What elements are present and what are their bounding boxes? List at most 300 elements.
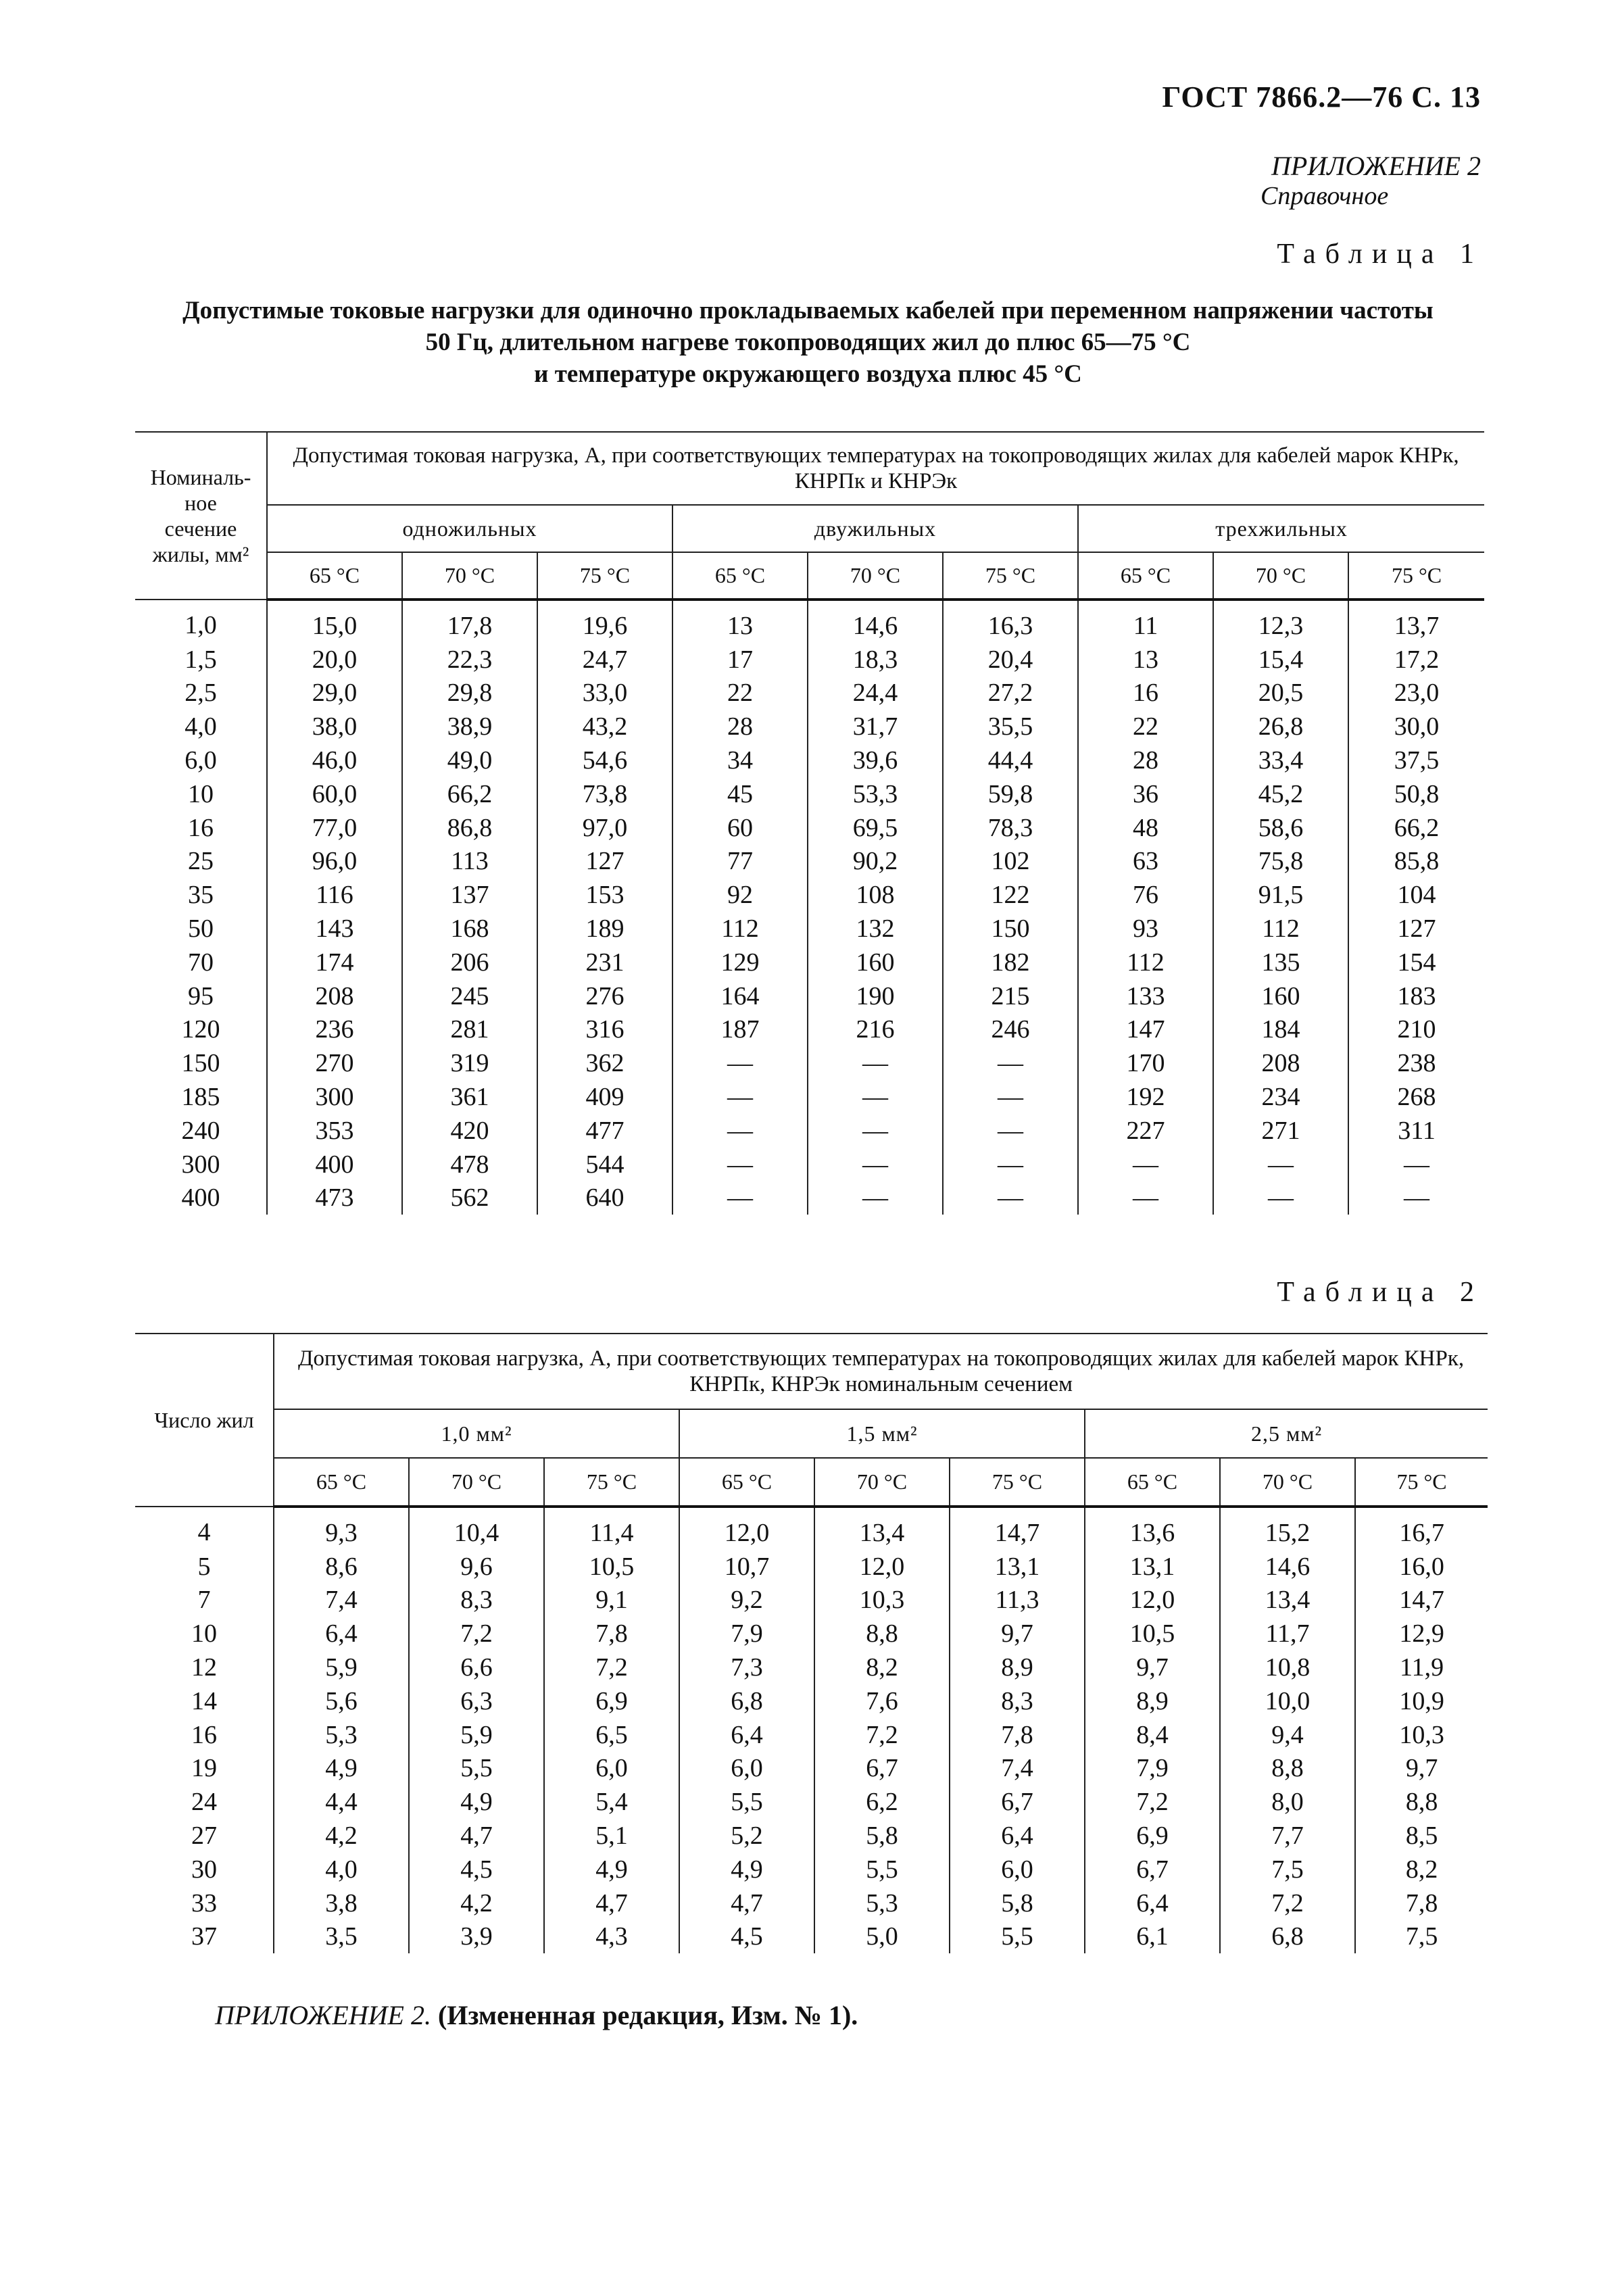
value-cell: 45,2 <box>1213 777 1348 811</box>
value-cell: 13,4 <box>814 1507 950 1550</box>
value-cell: 5,3 <box>814 1886 950 1920</box>
value-cell: 23,0 <box>1394 679 1440 708</box>
caption-line: 50 Гц, длительном нагреве токопроводящих жил до плюс 65—75 °С <box>425 328 1191 356</box>
appendix-kind: Справочное <box>1260 182 1389 210</box>
value-cell: 6,4 <box>679 1718 814 1752</box>
row-header-cell: 10 <box>135 1617 274 1651</box>
value-cell: 4,2 <box>274 1819 409 1853</box>
table-2-stub-header: Число жил <box>135 1334 274 1507</box>
table-row <box>135 1080 1484 1114</box>
value-cell: 183 <box>1397 981 1436 1010</box>
value-cell: 7,2 <box>409 1617 544 1651</box>
value-cell: 11 <box>1078 600 1213 643</box>
value-cell: 160 <box>1213 979 1348 1013</box>
value-cell: 13,6 <box>1085 1507 1220 1550</box>
table-2 <box>135 1333 1488 1953</box>
value-cell: — <box>672 1046 808 1080</box>
value-cell: 8,6 <box>274 1550 409 1584</box>
value-cell: 3,9 <box>409 1920 544 1954</box>
value-cell: 7,7 <box>1220 1819 1355 1853</box>
value-cell: 29,8 <box>402 677 537 710</box>
value-cell: 104 <box>1397 881 1436 910</box>
value-cell: 362 <box>537 1046 672 1080</box>
value-cell: 44,4 <box>943 743 1078 777</box>
value-cell: 4,9 <box>274 1752 409 1786</box>
table-row <box>135 600 1484 643</box>
value-cell: 34 <box>672 743 808 777</box>
value-cell: 6,0 <box>544 1752 679 1786</box>
value-cell: 5,0 <box>814 1920 950 1954</box>
value-cell: 190 <box>808 979 943 1013</box>
value-cell: 76 <box>1078 878 1213 912</box>
value-cell: 18,3 <box>808 643 943 677</box>
value-cell: 12,3 <box>1213 600 1348 643</box>
row-header-cell: 30 <box>135 1853 274 1886</box>
value-cell: 13 <box>1078 643 1213 677</box>
value-cell: 85,8 <box>1394 847 1440 876</box>
table-2-body <box>135 1507 1488 1953</box>
temp-header: 65 °С <box>672 552 808 600</box>
table-row <box>135 1684 1488 1718</box>
value-cell: 66,2 <box>1394 813 1440 842</box>
value-cell: — <box>808 1114 943 1148</box>
value-cell: 77,0 <box>267 811 402 845</box>
row-header-cell: 16 <box>135 1718 274 1752</box>
value-cell: 473 <box>267 1181 402 1215</box>
value-cell: 4,0 <box>274 1853 409 1886</box>
row-header-cell: 33 <box>135 1886 274 1920</box>
value-cell: 4,4 <box>274 1785 409 1819</box>
value-cell: 13 <box>672 600 808 643</box>
value-cell: 53,3 <box>808 777 943 811</box>
value-cell: 10,4 <box>409 1507 544 1550</box>
value-cell: 26,8 <box>1213 710 1348 743</box>
value-cell: 46,0 <box>267 743 402 777</box>
value-cell: 66,2 <box>402 777 537 811</box>
value-cell: 6,5 <box>544 1718 679 1752</box>
value-cell: 8,5 <box>1405 1822 1438 1851</box>
group-header: двужильных <box>672 505 1078 552</box>
table-1-caption <box>0 295 1616 390</box>
value-cell: 39,6 <box>808 743 943 777</box>
value-cell: 14,7 <box>1399 1586 1444 1615</box>
value-cell: 562 <box>402 1181 537 1215</box>
value-cell: 5,5 <box>814 1853 950 1886</box>
table-2-main-header: Допустимая токовая нагрузка, А, при соответствующих температурах на токопроводящих жилах для кабелей марок КНРк, КНРПк, КНРЭк номинальным сечением <box>274 1334 1488 1409</box>
value-cell: 206 <box>402 946 537 979</box>
temp-header: 70 °С <box>1220 1458 1355 1507</box>
value-cell: 8,0 <box>1220 1785 1355 1819</box>
row-header-cell: 4,0 <box>135 710 267 743</box>
value-cell: 137 <box>402 878 537 912</box>
value-cell: 11,9 <box>1400 1653 1444 1682</box>
value-cell: 160 <box>808 946 943 979</box>
value-cell: — <box>1213 1181 1348 1215</box>
value-cell: 10,7 <box>679 1550 814 1584</box>
value-cell: 8,9 <box>950 1651 1085 1684</box>
value-cell: 6,4 <box>950 1819 1085 1853</box>
temp-header: 70 °С <box>1213 552 1348 600</box>
value-cell: 7,2 <box>814 1718 950 1752</box>
table-row <box>135 1651 1488 1684</box>
value-cell: 238 <box>1397 1049 1436 1078</box>
value-cell: 170 <box>1078 1046 1213 1080</box>
value-cell: 20,5 <box>1213 677 1348 710</box>
footnote <box>215 1999 858 2031</box>
row-header-cell: 6,0 <box>135 743 267 777</box>
value-cell: 6,8 <box>679 1684 814 1718</box>
value-cell: 478 <box>402 1148 537 1181</box>
value-cell: — <box>672 1080 808 1114</box>
value-cell: 15,0 <box>267 600 402 643</box>
value-cell: 5,5 <box>950 1920 1085 1954</box>
value-cell: — <box>808 1046 943 1080</box>
value-cell: 8,3 <box>409 1584 544 1617</box>
table-row <box>135 1785 1488 1819</box>
table-row <box>135 1114 1484 1148</box>
row-header-cell: 16 <box>135 811 267 845</box>
table-row <box>135 1507 1488 1550</box>
value-cell: 270 <box>267 1046 402 1080</box>
value-cell: 5,6 <box>274 1684 409 1718</box>
value-cell: — <box>808 1148 943 1181</box>
row-header-cell: 50 <box>135 912 267 946</box>
value-cell: 187 <box>672 1013 808 1047</box>
value-cell: 122 <box>943 878 1078 912</box>
value-cell: 11,4 <box>544 1507 679 1550</box>
value-cell: 6,7 <box>950 1785 1085 1819</box>
footnote-appendix-ref: ПРИЛОЖЕНИЕ 2. <box>215 2000 431 2030</box>
temp-header: 75 °С <box>943 552 1078 600</box>
value-cell: 10,3 <box>814 1584 950 1617</box>
group-header: трехжильных <box>1078 505 1484 552</box>
value-cell: 60 <box>672 811 808 845</box>
value-cell: 9,7 <box>950 1617 1085 1651</box>
value-cell: 112 <box>1078 946 1213 979</box>
row-header-cell: 25 <box>135 845 267 879</box>
value-cell: — <box>943 1046 1078 1080</box>
value-cell: 19,6 <box>537 600 672 643</box>
value-cell: — <box>672 1181 808 1215</box>
value-cell: 236 <box>267 1013 402 1047</box>
row-header-cell: 27 <box>135 1819 274 1853</box>
value-cell: 93 <box>1078 912 1213 946</box>
value-cell: 4,9 <box>409 1785 544 1819</box>
table-row <box>135 1550 1488 1584</box>
value-cell: 361 <box>402 1080 537 1114</box>
row-header-cell: 19 <box>135 1752 274 1786</box>
row-header-cell: 5 <box>135 1550 274 1584</box>
value-cell: 113 <box>402 845 537 879</box>
value-cell: 4,7 <box>679 1886 814 1920</box>
value-cell: 38,0 <box>267 710 402 743</box>
value-cell: 17,2 <box>1394 645 1440 674</box>
value-cell: 12,0 <box>679 1507 814 1550</box>
value-cell: 6,3 <box>409 1684 544 1718</box>
value-cell: 9,4 <box>1220 1718 1355 1752</box>
temp-header: 75 °С <box>950 1458 1085 1507</box>
value-cell: 24,4 <box>808 677 943 710</box>
value-cell: 20,0 <box>267 643 402 677</box>
value-cell: 246 <box>943 1013 1078 1047</box>
value-cell: 16,3 <box>943 600 1078 643</box>
group-header: 2,5 мм² <box>1085 1409 1488 1458</box>
value-cell: 49,0 <box>402 743 537 777</box>
value-cell: 143 <box>267 912 402 946</box>
value-cell: 8,4 <box>1085 1718 1220 1752</box>
value-cell: 14,7 <box>950 1507 1085 1550</box>
value-cell: 45 <box>672 777 808 811</box>
value-cell: 9,3 <box>274 1507 409 1550</box>
value-cell: 24,7 <box>537 643 672 677</box>
value-cell: 234 <box>1213 1080 1348 1114</box>
row-header-cell: 120 <box>135 1013 267 1047</box>
value-cell: 6,0 <box>679 1752 814 1786</box>
value-cell: — <box>808 1181 943 1215</box>
table-row <box>135 643 1484 677</box>
table-row <box>135 1584 1488 1617</box>
table-row <box>135 1920 1488 1954</box>
value-cell: 6,4 <box>274 1617 409 1651</box>
table-row <box>135 1046 1484 1080</box>
table-row <box>135 1148 1484 1181</box>
row-header-cell: 4 <box>135 1507 274 1550</box>
value-cell: 16,7 <box>1399 1518 1444 1547</box>
value-cell: 33,0 <box>537 677 672 710</box>
value-cell: 7,9 <box>1085 1752 1220 1786</box>
value-cell: 60,0 <box>267 777 402 811</box>
value-cell: 3,8 <box>274 1886 409 1920</box>
value-cell: 4,7 <box>544 1886 679 1920</box>
table-1 <box>135 431 1484 1215</box>
value-cell: 96,0 <box>267 845 402 879</box>
temp-header: 75 °С <box>537 552 672 600</box>
value-cell: 27,2 <box>943 677 1078 710</box>
value-cell: 63 <box>1078 845 1213 879</box>
value-cell: 16,0 <box>1399 1552 1444 1581</box>
value-cell: 28 <box>1078 743 1213 777</box>
value-cell: 4,2 <box>409 1886 544 1920</box>
table-1-main-header: Допустимая токовая нагрузка, А, при соответствующих температурах на токопроводящих жилах для кабелей марок КНРк, КНРПк и КНРЭк <box>267 432 1484 505</box>
value-cell: 300 <box>267 1080 402 1114</box>
group-header: 1,5 мм² <box>679 1409 1085 1458</box>
value-cell: 127 <box>537 845 672 879</box>
value-cell: 10,9 <box>1399 1686 1444 1715</box>
table-1-stub-header <box>135 432 267 600</box>
value-cell: 5,1 <box>544 1819 679 1853</box>
value-cell: 4,9 <box>544 1853 679 1886</box>
value-cell: 36 <box>1078 777 1213 811</box>
value-cell: 5,4 <box>544 1785 679 1819</box>
value-cell: 5,3 <box>274 1718 409 1752</box>
value-cell: 189 <box>537 912 672 946</box>
value-cell: 6,7 <box>1085 1853 1220 1886</box>
value-cell: 14,6 <box>808 600 943 643</box>
value-cell: 7,2 <box>1220 1886 1355 1920</box>
value-cell: 38,9 <box>402 710 537 743</box>
value-cell: 33,4 <box>1213 743 1348 777</box>
value-cell: 208 <box>1213 1046 1348 1080</box>
value-cell: 215 <box>943 979 1078 1013</box>
value-cell: 5,5 <box>409 1752 544 1786</box>
temp-header: 70 °С <box>814 1458 950 1507</box>
value-cell: 91,5 <box>1213 878 1348 912</box>
table-row <box>135 1181 1484 1215</box>
table-row <box>135 1819 1488 1853</box>
value-cell: 8,8 <box>814 1617 950 1651</box>
value-cell: 14,6 <box>1220 1550 1355 1584</box>
value-cell: 6,9 <box>1085 1819 1220 1853</box>
value-cell: 28 <box>672 710 808 743</box>
value-cell: 12,0 <box>1085 1584 1220 1617</box>
row-header-cell: 1,0 <box>135 600 267 643</box>
value-cell: 15,2 <box>1220 1507 1355 1550</box>
value-cell: 271 <box>1213 1114 1348 1148</box>
value-cell: 9,7 <box>1085 1651 1220 1684</box>
row-header-cell: 185 <box>135 1080 267 1114</box>
page-header: ГОСТ 7866.2—76 С. 13 <box>1162 80 1481 114</box>
value-cell: — <box>943 1080 1078 1114</box>
value-cell: 7,2 <box>1085 1785 1220 1819</box>
row-header-cell: 14 <box>135 1684 274 1718</box>
group-header: одножильных <box>267 505 672 552</box>
value-cell: 54,6 <box>537 743 672 777</box>
row-header-cell: 2,5 <box>135 677 267 710</box>
value-cell: 231 <box>537 946 672 979</box>
temp-header: 65 °С <box>274 1458 409 1507</box>
value-cell: — <box>672 1114 808 1148</box>
value-cell: 112 <box>672 912 808 946</box>
table-row <box>135 912 1484 946</box>
temp-header: 65 °С <box>679 1458 814 1507</box>
value-cell: 154 <box>1397 948 1436 977</box>
value-cell: 4,3 <box>544 1920 679 1954</box>
value-cell: 268 <box>1397 1083 1436 1112</box>
stub-header-text: Номиналь- ное сечение жилы, мм² <box>150 465 251 566</box>
row-header-cell: 300 <box>135 1148 267 1181</box>
value-cell: 31,7 <box>808 710 943 743</box>
value-cell: 4,7 <box>409 1819 544 1853</box>
value-cell: — <box>943 1181 1078 1215</box>
row-header-cell: 10 <box>135 777 267 811</box>
table-row <box>135 677 1484 710</box>
value-cell: 35,5 <box>943 710 1078 743</box>
temp-header: 65 °С <box>267 552 402 600</box>
value-cell: 8,3 <box>950 1684 1085 1718</box>
value-cell: 8,2 <box>1405 1855 1438 1884</box>
value-cell: — <box>1078 1181 1213 1215</box>
value-cell: 7,5 <box>1405 1922 1438 1951</box>
appendix-title: ПРИЛОЖЕНИЕ 2 <box>1271 151 1481 181</box>
value-cell: 316 <box>537 1013 672 1047</box>
value-cell: 400 <box>267 1148 402 1181</box>
table-row <box>135 1886 1488 1920</box>
value-cell: — <box>943 1114 1078 1148</box>
value-cell: 319 <box>402 1046 537 1080</box>
value-cell: 9,1 <box>544 1584 679 1617</box>
value-cell: 13,1 <box>1085 1550 1220 1584</box>
temp-header: 70 °С <box>808 552 943 600</box>
value-cell: 11,3 <box>950 1584 1085 1617</box>
value-cell: — <box>1078 1148 1213 1181</box>
value-cell: 7,4 <box>274 1584 409 1617</box>
value-cell: 9,2 <box>679 1584 814 1617</box>
value-cell: — <box>672 1148 808 1181</box>
value-cell: 8,8 <box>1220 1752 1355 1786</box>
value-cell: 8,9 <box>1085 1684 1220 1718</box>
value-cell: 77 <box>672 845 808 879</box>
value-cell: 6,4 <box>1085 1886 1220 1920</box>
caption-line: и температуре окружающего воздуха плюс 45 °С <box>534 360 1082 388</box>
value-cell: 208 <box>267 979 402 1013</box>
value-cell: 281 <box>402 1013 537 1047</box>
value-cell: 73,8 <box>537 777 672 811</box>
table-row <box>135 1853 1488 1886</box>
value-cell: 3,5 <box>274 1920 409 1954</box>
row-header-cell: 1,5 <box>135 643 267 677</box>
table-row <box>135 743 1484 777</box>
value-cell: 48 <box>1078 811 1213 845</box>
value-cell: 12,9 <box>1399 1619 1444 1648</box>
value-cell: 11,7 <box>1220 1617 1355 1651</box>
value-cell: 29,0 <box>267 677 402 710</box>
value-cell: 127 <box>1397 914 1436 944</box>
temp-header: 65 °С <box>1085 1458 1220 1507</box>
value-cell: 13,7 <box>1394 611 1440 640</box>
value-cell: 409 <box>537 1080 672 1114</box>
temp-header: 70 °С <box>402 552 537 600</box>
table-2-label: Таблица 2 <box>1277 1277 1484 1308</box>
value-cell: 216 <box>808 1013 943 1047</box>
value-cell: 90,2 <box>808 845 943 879</box>
value-cell: 97,0 <box>537 811 672 845</box>
value-cell: 245 <box>402 979 537 1013</box>
value-cell: 7,2 <box>544 1651 679 1684</box>
table-row <box>135 710 1484 743</box>
value-cell: 5,5 <box>679 1785 814 1819</box>
value-cell: 5,9 <box>409 1718 544 1752</box>
value-cell: 7,9 <box>679 1617 814 1651</box>
value-cell: 150 <box>943 912 1078 946</box>
value-cell: 6,7 <box>814 1752 950 1786</box>
value-cell: 9,7 <box>1405 1754 1438 1783</box>
table-row <box>135 1013 1484 1047</box>
value-cell: 477 <box>537 1114 672 1148</box>
table-row <box>135 845 1484 879</box>
value-cell: 6,0 <box>950 1853 1085 1886</box>
value-cell: 9,6 <box>409 1550 544 1584</box>
value-cell: — <box>1404 1183 1430 1213</box>
footnote-revision-note: (Измененная редакция, Изм. № 1). <box>437 2000 858 2030</box>
value-cell: 133 <box>1078 979 1213 1013</box>
value-cell: 192 <box>1078 1080 1213 1114</box>
value-cell: 22 <box>672 677 808 710</box>
value-cell: 7,4 <box>950 1752 1085 1786</box>
value-cell: 5,8 <box>814 1819 950 1853</box>
value-cell: 22 <box>1078 710 1213 743</box>
value-cell: 50,8 <box>1394 779 1440 808</box>
value-cell: 5,2 <box>679 1819 814 1853</box>
row-header-cell: 400 <box>135 1181 267 1215</box>
value-cell: 544 <box>537 1148 672 1181</box>
value-cell: 86,8 <box>402 811 537 845</box>
value-cell: 10,5 <box>1085 1617 1220 1651</box>
value-cell: 7,8 <box>1405 1888 1438 1918</box>
table-row <box>135 1617 1488 1651</box>
value-cell: 6,8 <box>1220 1920 1355 1954</box>
value-cell: 4,5 <box>679 1920 814 1954</box>
value-cell: 164 <box>672 979 808 1013</box>
